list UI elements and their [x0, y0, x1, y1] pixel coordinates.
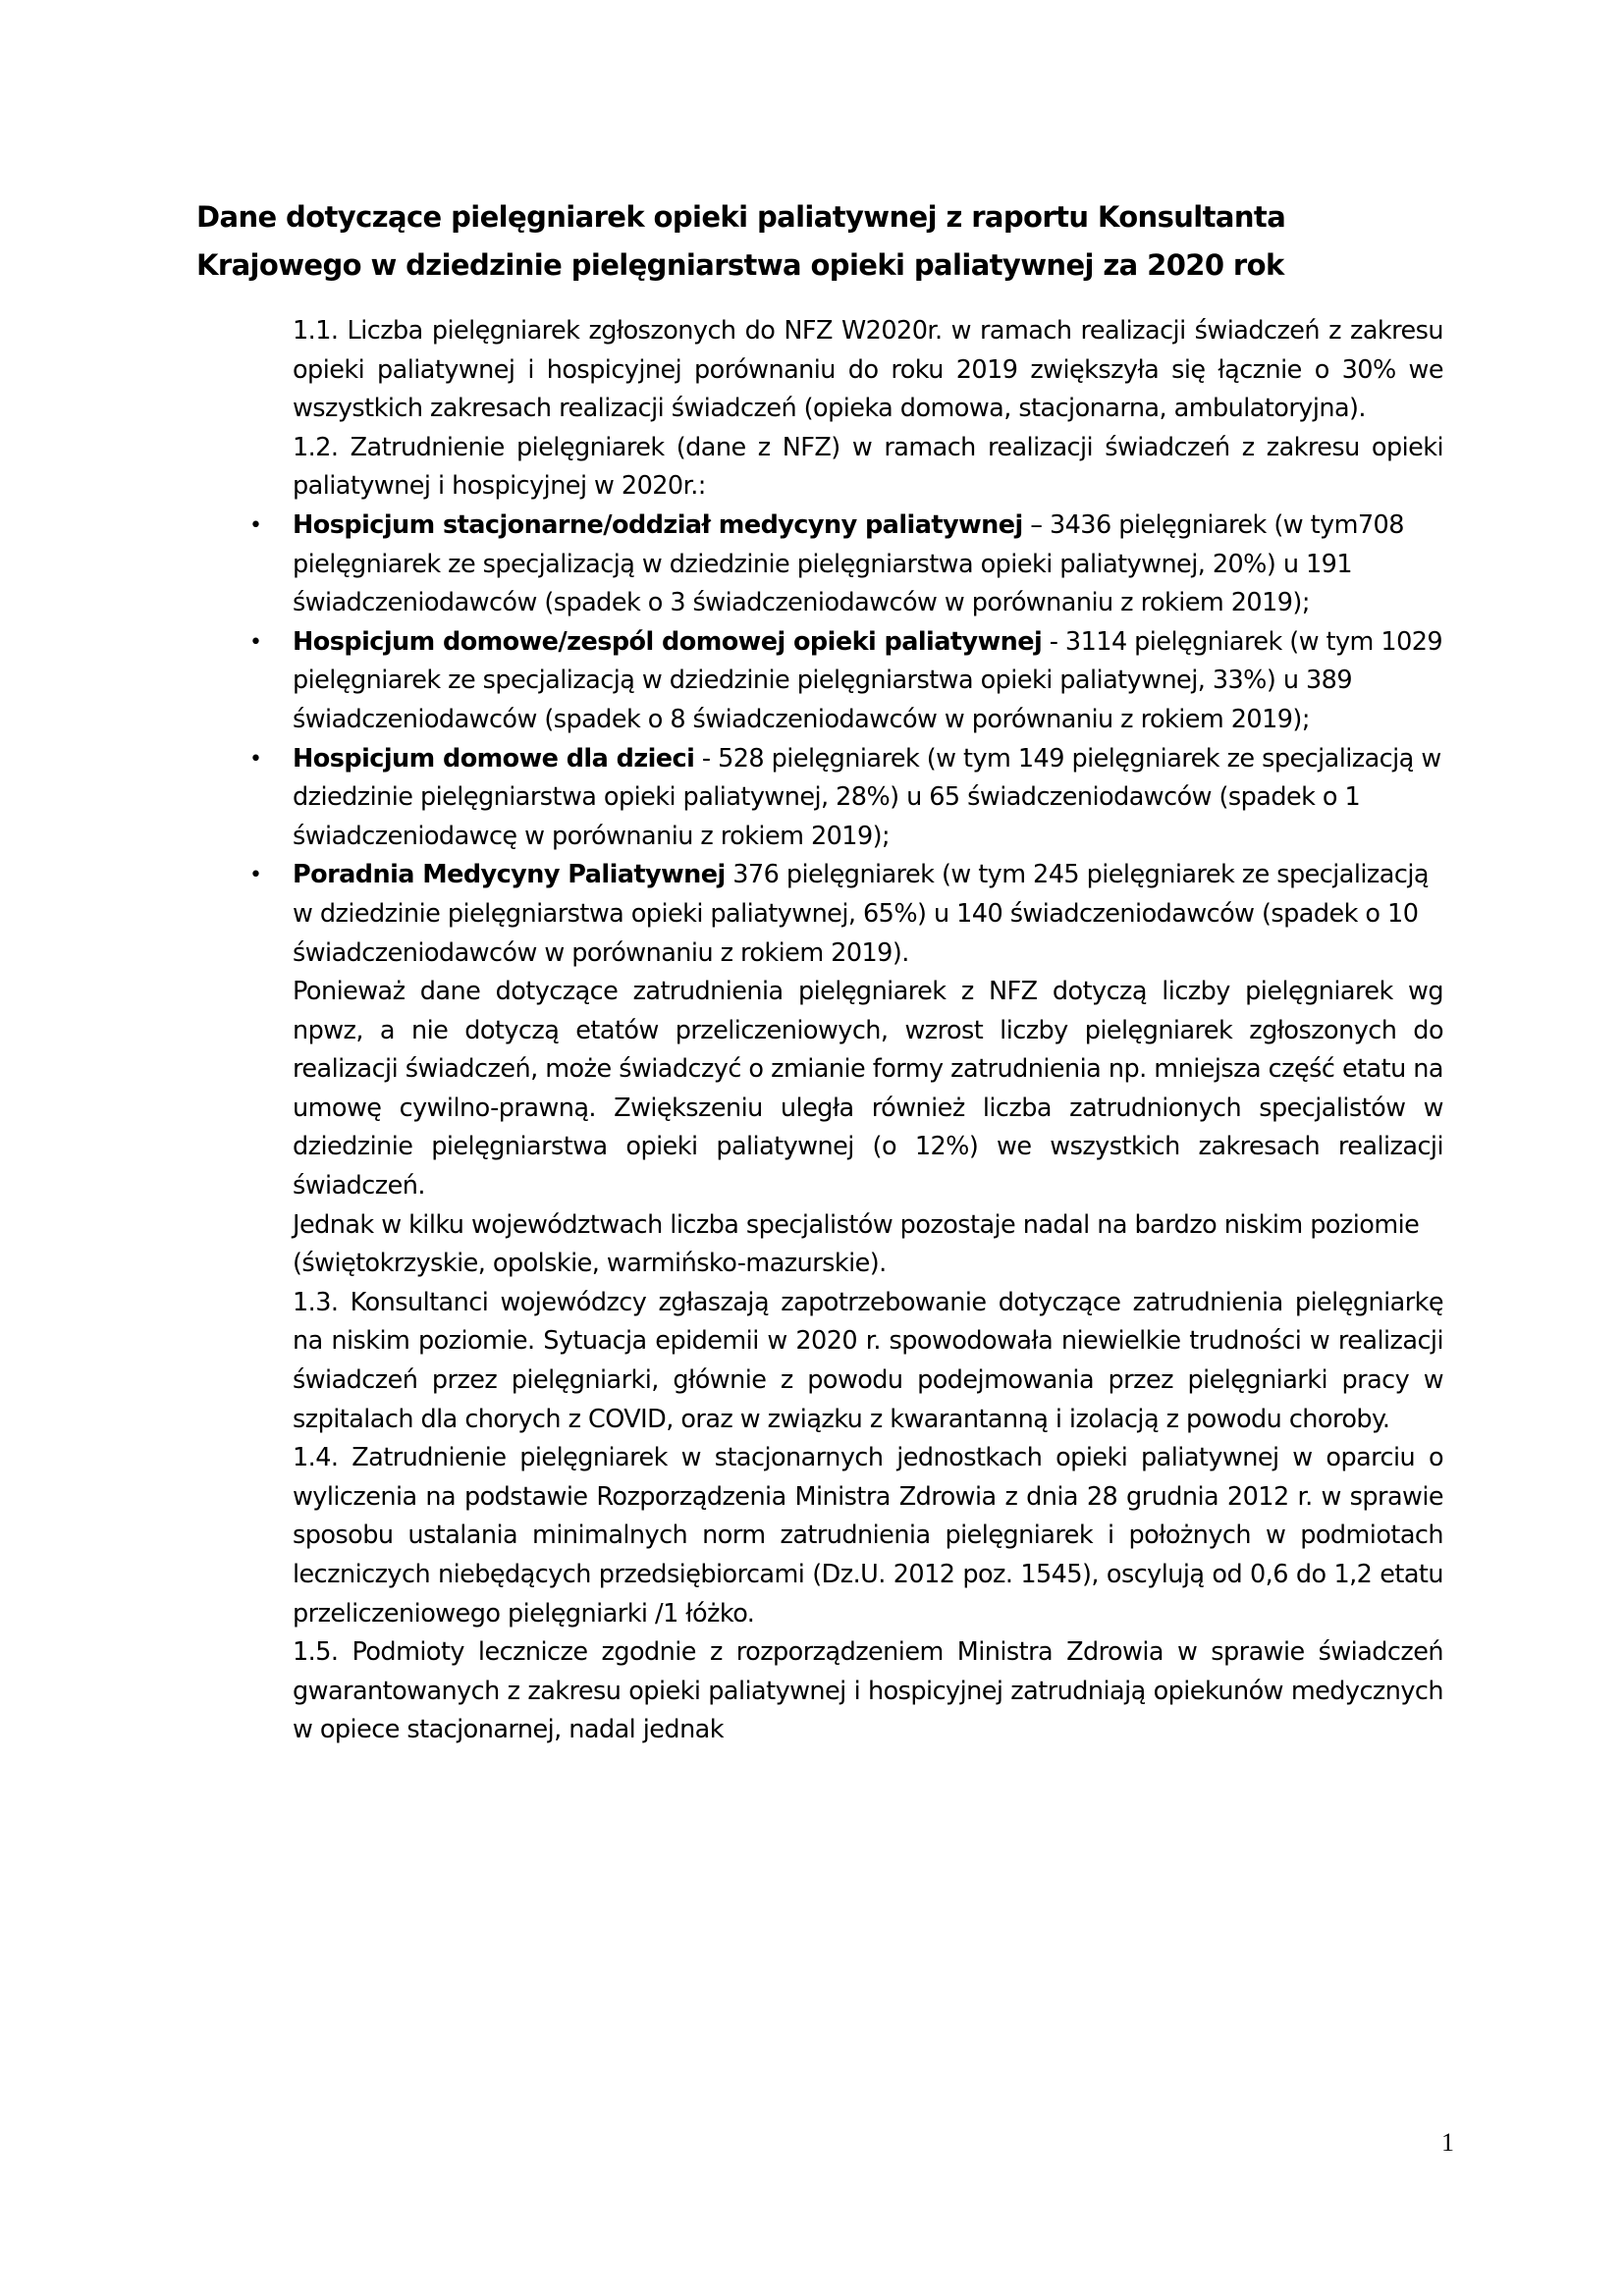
bullet-item-hospicjum-dzieci	[249, 740, 1443, 857]
bullet-text: 376 pielęgniarek (w tym 245 pielęgniarek ze specjalizacją w dziedzinie pielęgniarstwa opieki paliatywnej, 65%) u 140 świadczeniodawców (spadek o 10 świadczeniodawców w porównaniu z rokiem 2019).	[293, 860, 1429, 968]
bullet-item-poradnia	[249, 856, 1443, 973]
bullet-icon: •	[249, 512, 262, 538]
bullet-item-hospicjum-domowe	[249, 623, 1443, 740]
bullet-icon: •	[249, 629, 262, 655]
bullet-heading: Hospicjum domowe dla dzieci	[293, 743, 695, 774]
section-1-2: 1.2. Zatrudnienie pielęgniarek (dane z NFZ) w ramach realizacji świadczeń z zakresu opieki paliatywnej i hospicyjnej w 2020r.:	[293, 432, 1443, 502]
paragraph-poniewaz: Ponieważ dane dotyczące zatrudnienia pielęgniarek z NFZ dotyczą liczby pielęgniarek wg npwz, a nie dotyczą etatów przeliczeniowych, wzrost liczby pielęgniarek zgłoszonych do realizacji świadczeń, może świadczyć o zmianie formy zatrudnienia np. mniejsza część etatu na umowę cywilno-prawną. Zwiększeniu uległa również liczba zatrudnionych specjalistów w dziedzinie pielęgniarstwa opieki paliatywnej (o 12%) we wszystkich zakresach realizacji świadczeń.	[293, 977, 1443, 1201]
bullet-text: - 3114 pielęgniarek (w tym 1029 pielęgniarek ze specjalizacją w dziedzinie pielęgniarstwa opieki paliatywnej, 33%) u 389 świadczeniodawców (spadek o 8 świadczeniodawców w porównaniu z rokiem 2019);	[293, 626, 1443, 734]
bullet-icon: •	[249, 863, 262, 888]
bullet-icon: •	[249, 746, 262, 772]
section-1-1: 1.1. Liczba pielęgniarek zgłoszonych do NFZ W2020r. w ramach realizacji świadczeń z zakresu opieki paliatywnej i hospicyjnej porównaniu do roku 2019 zwiększyła się łącznie o 30% we wszystkich zakresach realizacji świadczeń (opieka domowa, stacjonarna, ambulatoryjna).	[293, 316, 1443, 424]
document-title	[196, 193, 1473, 290]
employment-bullet-list	[249, 507, 1443, 973]
section-1-5: 1.5. Podmioty lecznicze zgodnie z rozporządzeniem Ministra Zdrowia w sprawie świadczeń gwarantowanych z zakresu opieki paliatywnej i hospicyjnej zatrudniają opiekunów medycznych w opiece stacjonarnej, nadal jednak	[293, 1637, 1443, 1745]
section-1-4: 1.4. Zatrudnienie pielęgniarek w stacjonarnych jednostkach opieki paliatywnej w oparciu o wyliczenia na podstawie Rozporządzenia Ministra Zdrowia z dnia 28 grudnia 2012 r. w sprawie sposobu ustalania minimalnych norm zatrudnienia pielęgniarek i położnych w podmiotach leczniczych niebędących przedsiębiorcami (Dz.U. 2012 poz. 1545), oscylują od 0,6 do 1,2 etatu przeliczeniowego pielęgniarki /1 łóżko.	[293, 1443, 1443, 1629]
bullet-item-hospicjum-stacjonarne	[249, 507, 1443, 623]
bullet-text: – 3436 pielęgniarek (w tym708 pielęgniarek ze specjalizacją w dziedzinie pielęgniarstwa opieki paliatywnej, 20%) u 191 świadczeniodawców (spadek o 3 świadczeniodawców w porównaniu z rokiem 2019);	[293, 509, 1404, 618]
bullet-heading: Hospicjum domowe/zespól domowej opieki paliatywnej	[293, 626, 1043, 657]
title-line-1: Dane dotyczące pielęgniarek opieki paliatywnej z raportu Konsultanta	[196, 200, 1286, 234]
paragraph-jednak: Jednak w kilku województwach liczba specjalistów pozostaje nadal na bardzo niskim poziomie (świętokrzyskie, opolskie, warmińsko-mazurskie).	[293, 1209, 1420, 1279]
document-body	[249, 312, 1443, 1750]
bullet-text: - 528 pielęgniarek (w tym 149 pielęgniarek ze specjalizacją w dziedzinie pielęgniarstwa opieki paliatywnej, 28%) u 65 świadczeniodawców (spadek o 1 świadczeniodawcę w porównaniu z rokiem 2019);	[293, 743, 1441, 851]
page-number: 1	[1441, 2128, 1454, 2157]
title-line-2: Krajowego w dziedzinie pielęgniarstwa opieki paliatywnej za 2020 rok	[196, 248, 1284, 282]
section-1-3: 1.3. Konsultanci wojewódzcy zgłaszają zapotrzebowanie dotyczące zatrudnienia pielęgniarkę na niskim poziomie. Sytuacja epidemii w 2020 r. spowodowała niewielkie trudności w realizacji świadczeń przez pielęgniarki, głównie z powodu podejmowania przez pielęgniarki pracy w szpitalach dla chorych z COVID, oraz w związku z kwarantanną i izolacją z powodu choroby.	[293, 1287, 1443, 1434]
bullet-heading: Hospicjum stacjonarne/oddział medycyny paliatywnej	[293, 509, 1023, 540]
bullet-heading: Poradnia Medycyny Paliatywnej	[293, 860, 726, 890]
